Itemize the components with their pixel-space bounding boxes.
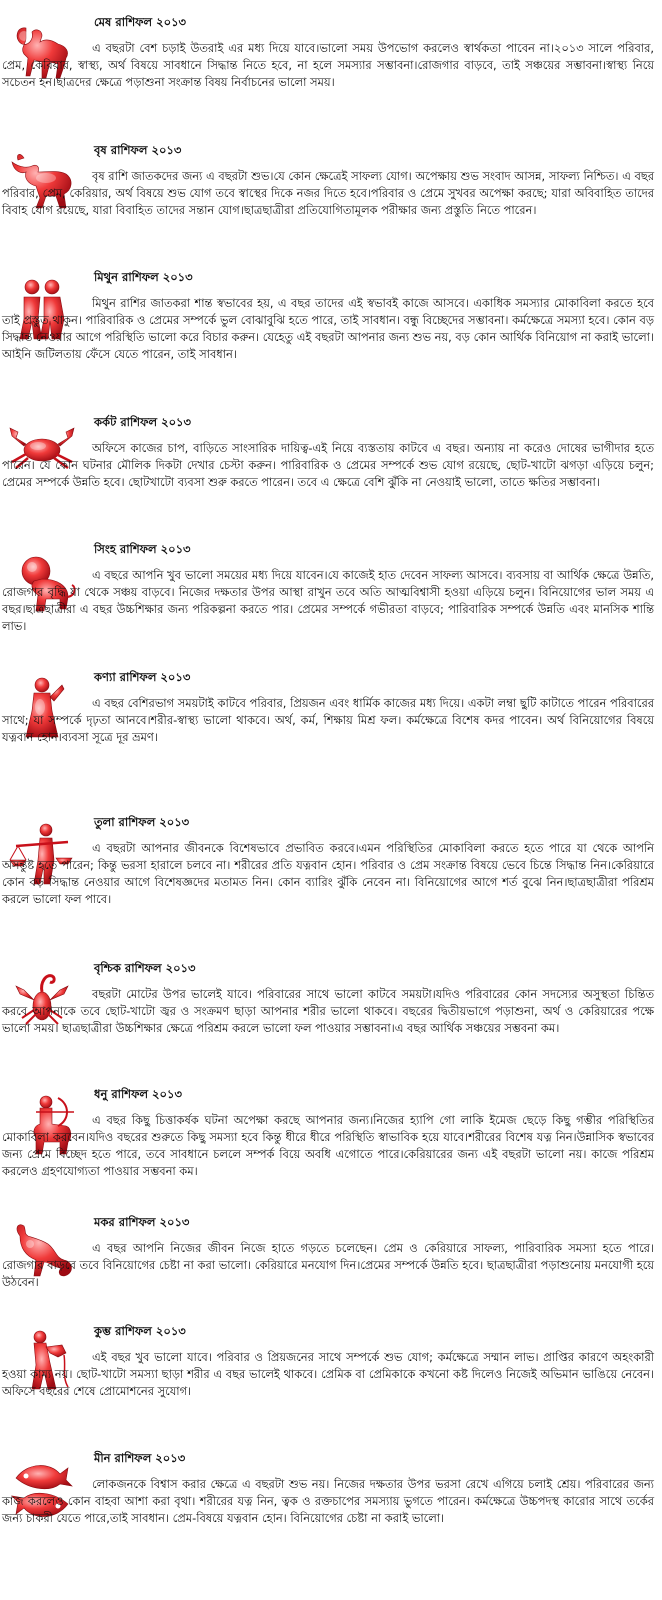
sign-text-capricorn: এ বছর আপনি নিজের জীবন নিজে হাতে গড়তে চলেছেন। প্রেম ও কেরিয়ারে সাফল্য, পারিবারিক সমস্যা হতে পারে। রোজগার বাড়বে তবে বিনিয়োগের চেষ্টা না করা ভালো। কেরিয়ারে মনযোগ দিন।প্রেমের সম্পর্কে উন্নতি হবে। ছাত্রছাত্রীরা পড়াশুনোয় মনযোগী হয়ে উঠবেন।	[2, 1241, 654, 1289]
sign-text-aries: এ বছরটা বেশ চড়াই উতরাই এর মধ্য দিয়ে যাবে।ভালো সময় উপভোগ করলেও স্বার্থকতা পাবেন না।২০১৩ সালে পরিবার, প্রেম, কেরিয়ার, স্বাস্থ্য, অর্থ বিষয়ে সাবধানে সিদ্ধান্ত নিতে হবে, না হলে সমস্যার সম্ভাবনা।রোজগার বাড়বে, তাই সঞ্চয়ের সম্ভাবনা।স্বাস্থ্য নিয়ে সচেতন হন।ছাত্রদের ক্ষেত্রে পড়াশুনা সংক্রান্ত বিষয় নির্বাচনের ভালো সময়।	[2, 41, 654, 89]
sign-title-gemini: মিথুন রাশিফল ২০১৩	[94, 270, 193, 284]
sign-block-aries	[0, 14, 662, 134]
sign-title-leo: সিংহ রাশিফল ২০১৩	[94, 542, 191, 556]
sign-title-aries: মেষ রাশিফল ২০১৩	[94, 15, 187, 29]
sign-text-gemini: মিথুন রাশির জাতকরা শান্ত স্বভাবের হয়, এ বছর তাদের এই স্বভাবই কাজে আসবে। একাধিক সমস্যার মোকাবিলা করতে হবে তাই প্রস্তুত থাকুন। পারিবারিক ও প্রেমের সম্পর্কে ভুল বোঝাবুঝি হতে পারে, তাই সাবধান। বন্ধু বিচ্ছেদের সম্ভাবনা। কর্মক্ষেত্রে সমস্যা হবে। কোন বড় সিদ্ধান্ত নেওয়ার আগে পরিস্থিতি ভালো করে বিচার করুন। যেহেতু এই বছরটা আপনার জন্য শুভ নয়, বড় কোন আর্থিক বিনিয়োগ না করাই ভালো। আইনি জটিলতায় ফেঁসে যেতে পারেন, তাই সাবধান।	[2, 296, 654, 361]
sign-text-cancer: অফিসে কাজের চাপ, বাড়িতে সাংসারিক দায়িত্ব-এই নিয়ে ব্যস্ততায় কাটবে এ বছর। অন্যায় না করেও দোষের ভাগীদার হতে পারেন। যে কোন ঘটনার মৌলিক দিকটা দেখার চেস্টা করুন। পারিবারিক ও প্রেমের সম্পর্কে শুভ যোগ রয়েছে, ছোট-খাটো ঝগড়া এড়িয়ে চলুন; প্রেমের সম্পর্কে উন্নতি হবে। ছোটখাটো ব্যবসা শুরু করতে পারেন। তবে এ ক্ষেত্রে বেশি ঝুঁকি না নেওয়াই ভালো, তাতে ক্ষতির সম্ভাবনা।	[2, 441, 654, 489]
sign-title-cancer: কর্কট রাশিফল ২০১৩	[94, 415, 191, 429]
sign-block-leo	[0, 541, 662, 661]
sign-block-aquarius	[0, 1323, 662, 1443]
sign-block-gemini	[0, 269, 662, 399]
sign-title-virgo: কণ্যা রাশিফল ২০১৩	[94, 670, 191, 684]
sign-text-pisces: লোকজনকে বিশ্বাস করার ক্ষেত্রে এ বছরটা শুভ নয়। নিজের দক্ষতার উপর ভরসা রেখে এগিয়ে চলাই শ্রেয়। পরিবারের জন্য কাজ করলেও কোন বাহবা আশা করা বৃথা। শরীরের যত্ন নিন, ত্বক ও রক্তচাপের সমস্যায় ভুগতে পারেন। কর্মক্ষেত্রে উচ্চপদস্থ কারোর সাথে তর্কের জন্য চাকরী যেতে পারে,তাই সাবধান। প্রেম-বিষয়ে যত্নবান হোন। বিনিয়োগের চেষ্টা না করাই ভালো।	[2, 1477, 654, 1525]
sign-block-cancer	[0, 414, 662, 534]
sign-title-libra: তুলা রাশিফল ২০১৩	[94, 815, 190, 829]
sign-block-sagittarius	[0, 1086, 662, 1216]
sign-text-leo: এ বছরে আপনি খুব ভালো সময়ের মধ্য দিয়ে যাবেন।যে কাজেই হাত দেবেন সাফল্য আসবে। ব্যবসায় বা আর্থিক ক্ষেত্রে উন্নতি, রোজগার বৃদ্ধি যা থেকে সঞ্চয় বাড়বে। নিজের দক্ষতার উপর আস্থা রাখুন তবে অতি আত্মবিশ্বাসী হওয়া এড়িয়ে চলুন। বিনিয়োগের ভাল সময় এ বছর।ছাত্রছাত্রীরা এ বছর উচ্চশিক্ষার জন্য পরিকল্পনা করতে পার। প্রেমের সম্পর্কে গভীরতা বাড়বে; পারিবারিক সম্পর্কে উন্নতি এবং মানসিক শান্তি লাভ।	[2, 568, 654, 633]
sign-title-capricorn: মকর রাশিফল ২০১৩	[94, 1215, 190, 1229]
sign-title-aquarius: কুম্ভ রাশিফল ২০১৩	[94, 1324, 186, 1338]
sign-text-aquarius: এই বছর খুব ভালো যাবে। পরিবার ও প্রিয়জনের সাথে সম্পর্কে শুভ যোগ; কর্মক্ষেত্রে সম্মান লাভ। প্রাপ্তির কারণে অহংকারী হওয়া কাম্য নয়। ছোট-খাটো সমস্যা ছাড়া শরীর এ বছর ভালেই থাকবে। প্রেমিক বা প্রেমিকাকে কখনো কষ্ট দিলেও নিজেই অভিমান ভাঙিয়ে নেবেন। অফিসে বছরের শেষে প্রোমোশনের সুযোগ।	[2, 1350, 654, 1398]
sign-text-libra: এ বছরটা আপনার জীবনকে বিশেষভাবে প্রভাবিত করবে।এমন পরিস্থিতির মোকাবিলা করতে হতে পারে যা থেকে আপনি অসন্তুষ্ট হতে পারেন; কিন্তু ভরসা হারালে চলবে না। শরীরের প্রতি যত্নবান হোন। পরিবার ও প্রেম সংক্রান্ত বিষয়ে ভেবে চিন্তে সিদ্ধান্ত নিন।কেরিয়ারে কোন বড় সিদ্ধান্ত নেওয়ার আগে বিশেষজ্ঞদের মতামত নিন। কোন ব্যারিং ঝুঁকি নেবেন না। বিনিয়োগের আগে শর্ত বুঝে নিন।ছাত্রছাত্রীরা পরিশ্রম করলে ভালো ফল পাবে।	[2, 841, 654, 906]
sign-block-virgo	[0, 669, 662, 799]
sign-block-libra	[0, 814, 662, 944]
sign-text-sagittarius: এ বছর কিছু চিত্তাকর্ষক ঘটনা অপেক্ষা করছে আপনার জন্য।নিজের হ্যাপি গো লাকি ইমেজ ছেড়ে কিছু গম্ভীর পরিস্থিতির মোকাবিলা করবেন।যদিও বছরের শুরুতে কিছু সমস্যা হবে কিন্তু ধীরে ধীরে পরিস্থিতি স্বাভাবিক হয়ে যাবে।শরীরের বিশেষ যত্ন নিন।উন্নাসিক স্বভাবের জন্য প্রেমে বিচ্ছেদ হতে পারে, তবে সাবধানে চললে সম্পর্ক বিয়ে অবধি এগোতে পারে।কেরিয়ারের জন্য এই বছরটা ভালো নয়। কাজে পরিশ্রম করলেও গ্রহণযোগ্যতা পাওয়ার সম্ভবনা কম।	[2, 1113, 654, 1178]
sign-text-taurus: বৃষ রাশি জাতকদের জন্য এ বছরটা শুভ।যে কোন ক্ষেত্রেই সাফল্য যোগ। অপেক্ষায় শুভ সংবাদ আসন্ন, সাফল্য নিশ্চিত। এ বছর পরিবার, প্রেম, কেরিয়ার, অর্থ বিষয়ে শুভ যোগ তবে স্বাস্থের দিকে নজর দিতে হবে।পরিবার ও প্রেমে সুখবর অপেক্ষা করছে; যারা অবিবাহিত তাদের বিবাহ যোগ রয়েছে, যারা বিবাহিত তাদের সন্তান যোগ।ছাত্রছাত্রীরা প্রতিযোগিতামূলক পরীক্ষার জন্য প্রস্তুতি নিতে পারেন।	[2, 169, 654, 217]
sign-block-pisces	[0, 1450, 662, 1580]
sign-text-scorpio: বছরটা মোটের উপর ভালেই যাবে। পরিবারের সাথে ভালো কাটবে সময়টা।যদিও পরিবারের কোন সদস্যের অসুস্থতা চিন্তিত করবে আপনাকে তবে ছোট-খাটো জ্বর ও সংক্রমণ ছাড়া আপনার শরীর ভালো থাকবে। বছরের দ্বিতীয়ভাগে পড়াশুনা, অর্থ ও কেরিয়ারের পক্ষে ভালো সময়। ছাত্রছাত্রীরা উচ্চশিক্ষার ক্ষেত্রে পরিশ্রম করলে ভালো ফল পাওয়ার সম্ভাবনা।এ বছর আর্থিক সঞ্চয়ের সম্ভবনা কম।	[2, 987, 654, 1035]
sign-block-capricorn	[0, 1214, 662, 1314]
sign-title-taurus: বৃষ রাশিফল ২০১৩	[94, 143, 182, 157]
sign-title-sagittarius: ধনু রাশিফল ২০১৩	[94, 1087, 182, 1101]
sign-block-scorpio	[0, 960, 662, 1080]
sign-text-virgo: এ বছর বেশিরভাগ সময়টাই কাটবে পরিবার, প্রিয়জন এবং ধার্মিক কাজের মধ্য দিয়ে। একটা লম্বা ছুটি কাটাতে পারেন পরিবারের সাথে; যা সম্পর্কে দৃঢ়তা আনবে।শরীর-স্বাস্থ্য ভালো থাকবে। অর্থ, কর্ম, শিক্ষায় মিশ্র ফল। কর্মক্ষেত্রে বিশেষ কদর পাবেন। অর্থ বিনিয়োগের বিষয়ে যত্নবান হোন।ব্যবসা সূত্রে দূর ভ্রমণ।	[2, 696, 654, 744]
sign-title-scorpio: বৃশ্চিক রাশিফল ২০১৩	[94, 961, 196, 975]
sign-title-pisces: মীন রাশিফল ২০১৩	[94, 1451, 186, 1465]
sign-block-taurus	[0, 142, 662, 262]
